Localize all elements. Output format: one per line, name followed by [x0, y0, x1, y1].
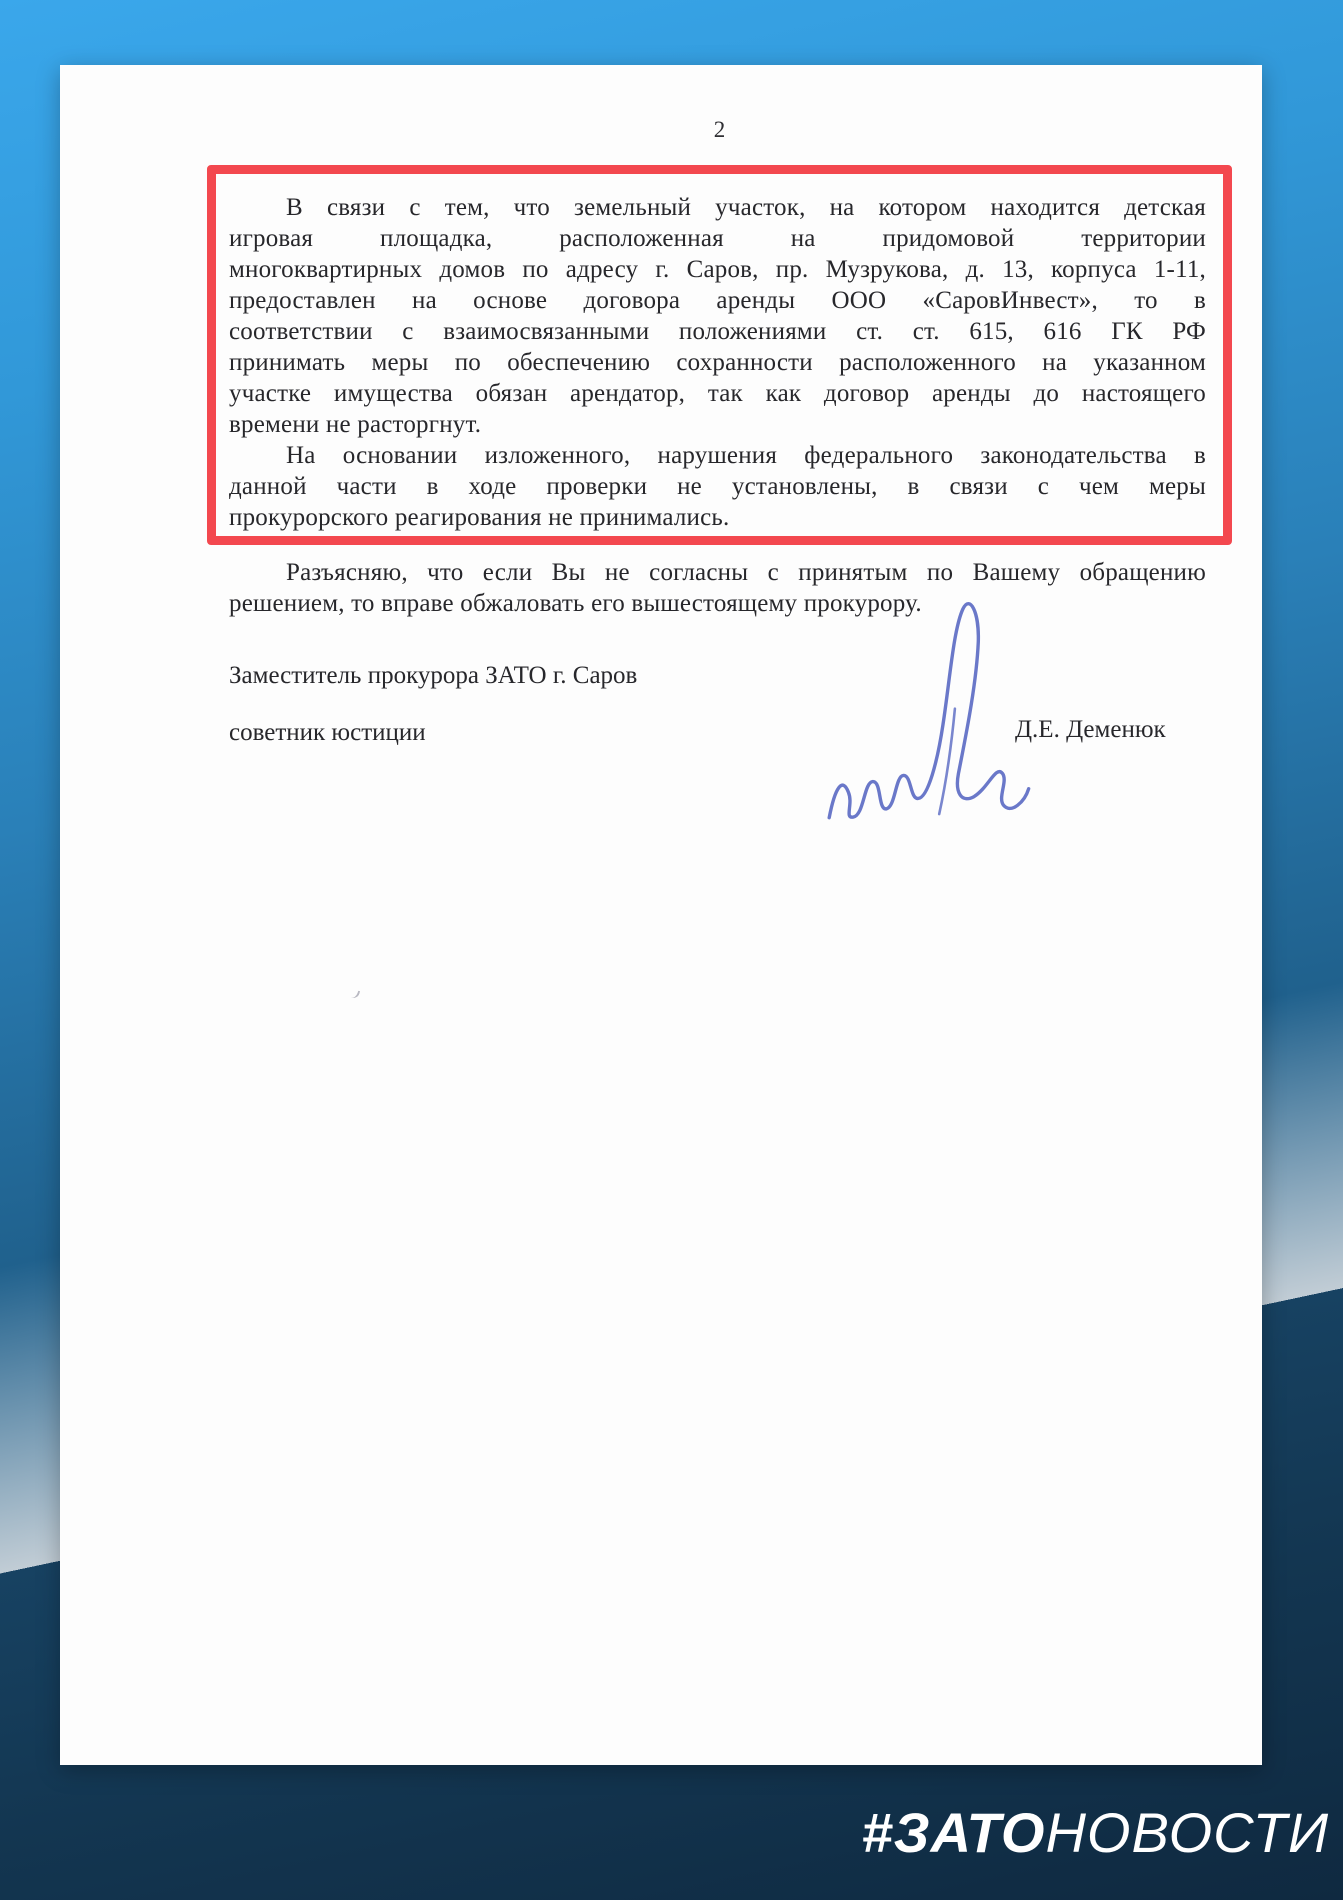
signatory-post-line1: Заместитель прокурора ЗАТО г. Саров — [229, 662, 638, 689]
text-line: Разъясняю, что если Вы не согласны с принятым по Вашему обращению — [286, 559, 1206, 586]
page-number: 2 — [713, 117, 726, 142]
text-line: игровая площадка, расположенная на придомовой территории — [229, 225, 1206, 252]
signatory-name: Д.Е. Деменюк — [1015, 716, 1166, 743]
watermark — [862, 1802, 1329, 1864]
signatory-post-line2: советник юстиции — [229, 719, 426, 746]
text-line: участке имущества обязан арендатор, так как договор аренды до настоящего — [229, 380, 1206, 407]
text-line: времени не расторгнут. — [229, 411, 482, 438]
scan-artifact — [351, 989, 360, 1000]
text-line: прокурорского реагирования не принимались. — [229, 504, 730, 531]
text-line: решением, то вправе обжаловать его вышестоящему прокурору. — [229, 590, 922, 617]
text-line: В связи с тем, что земельный участок, на котором находится детская — [286, 194, 1206, 221]
text-line: соответствии с взаимосвязанными положениями ст. ст. 615, 616 ГК РФ — [229, 318, 1206, 345]
text-line: многоквартирных домов по адресу г. Саров, пр. Музрукова, д. 13, корпуса 1-11, — [229, 256, 1206, 283]
text-line: данной части в ходе проверки не установлены, в связи с чем меры — [229, 473, 1206, 500]
watermark-suffix: НОВОСТИ — [1045, 1801, 1329, 1864]
text-line: предоставлен на основе договора аренды ООО «СаровИнвест», то в — [229, 287, 1206, 314]
text-line: принимать меры по обеспечению сохранности расположенного на указанном — [229, 349, 1206, 376]
appeal-paragraph — [229, 557, 1206, 619]
text-line: На основании изложенного, нарушения федерального законодательства в — [286, 442, 1206, 469]
watermark-hashtag: #ЗАТО — [861, 1801, 1046, 1864]
document-page — [60, 65, 1262, 1765]
red-highlight-box — [207, 165, 1232, 545]
handwritten-signature — [799, 597, 1047, 882]
